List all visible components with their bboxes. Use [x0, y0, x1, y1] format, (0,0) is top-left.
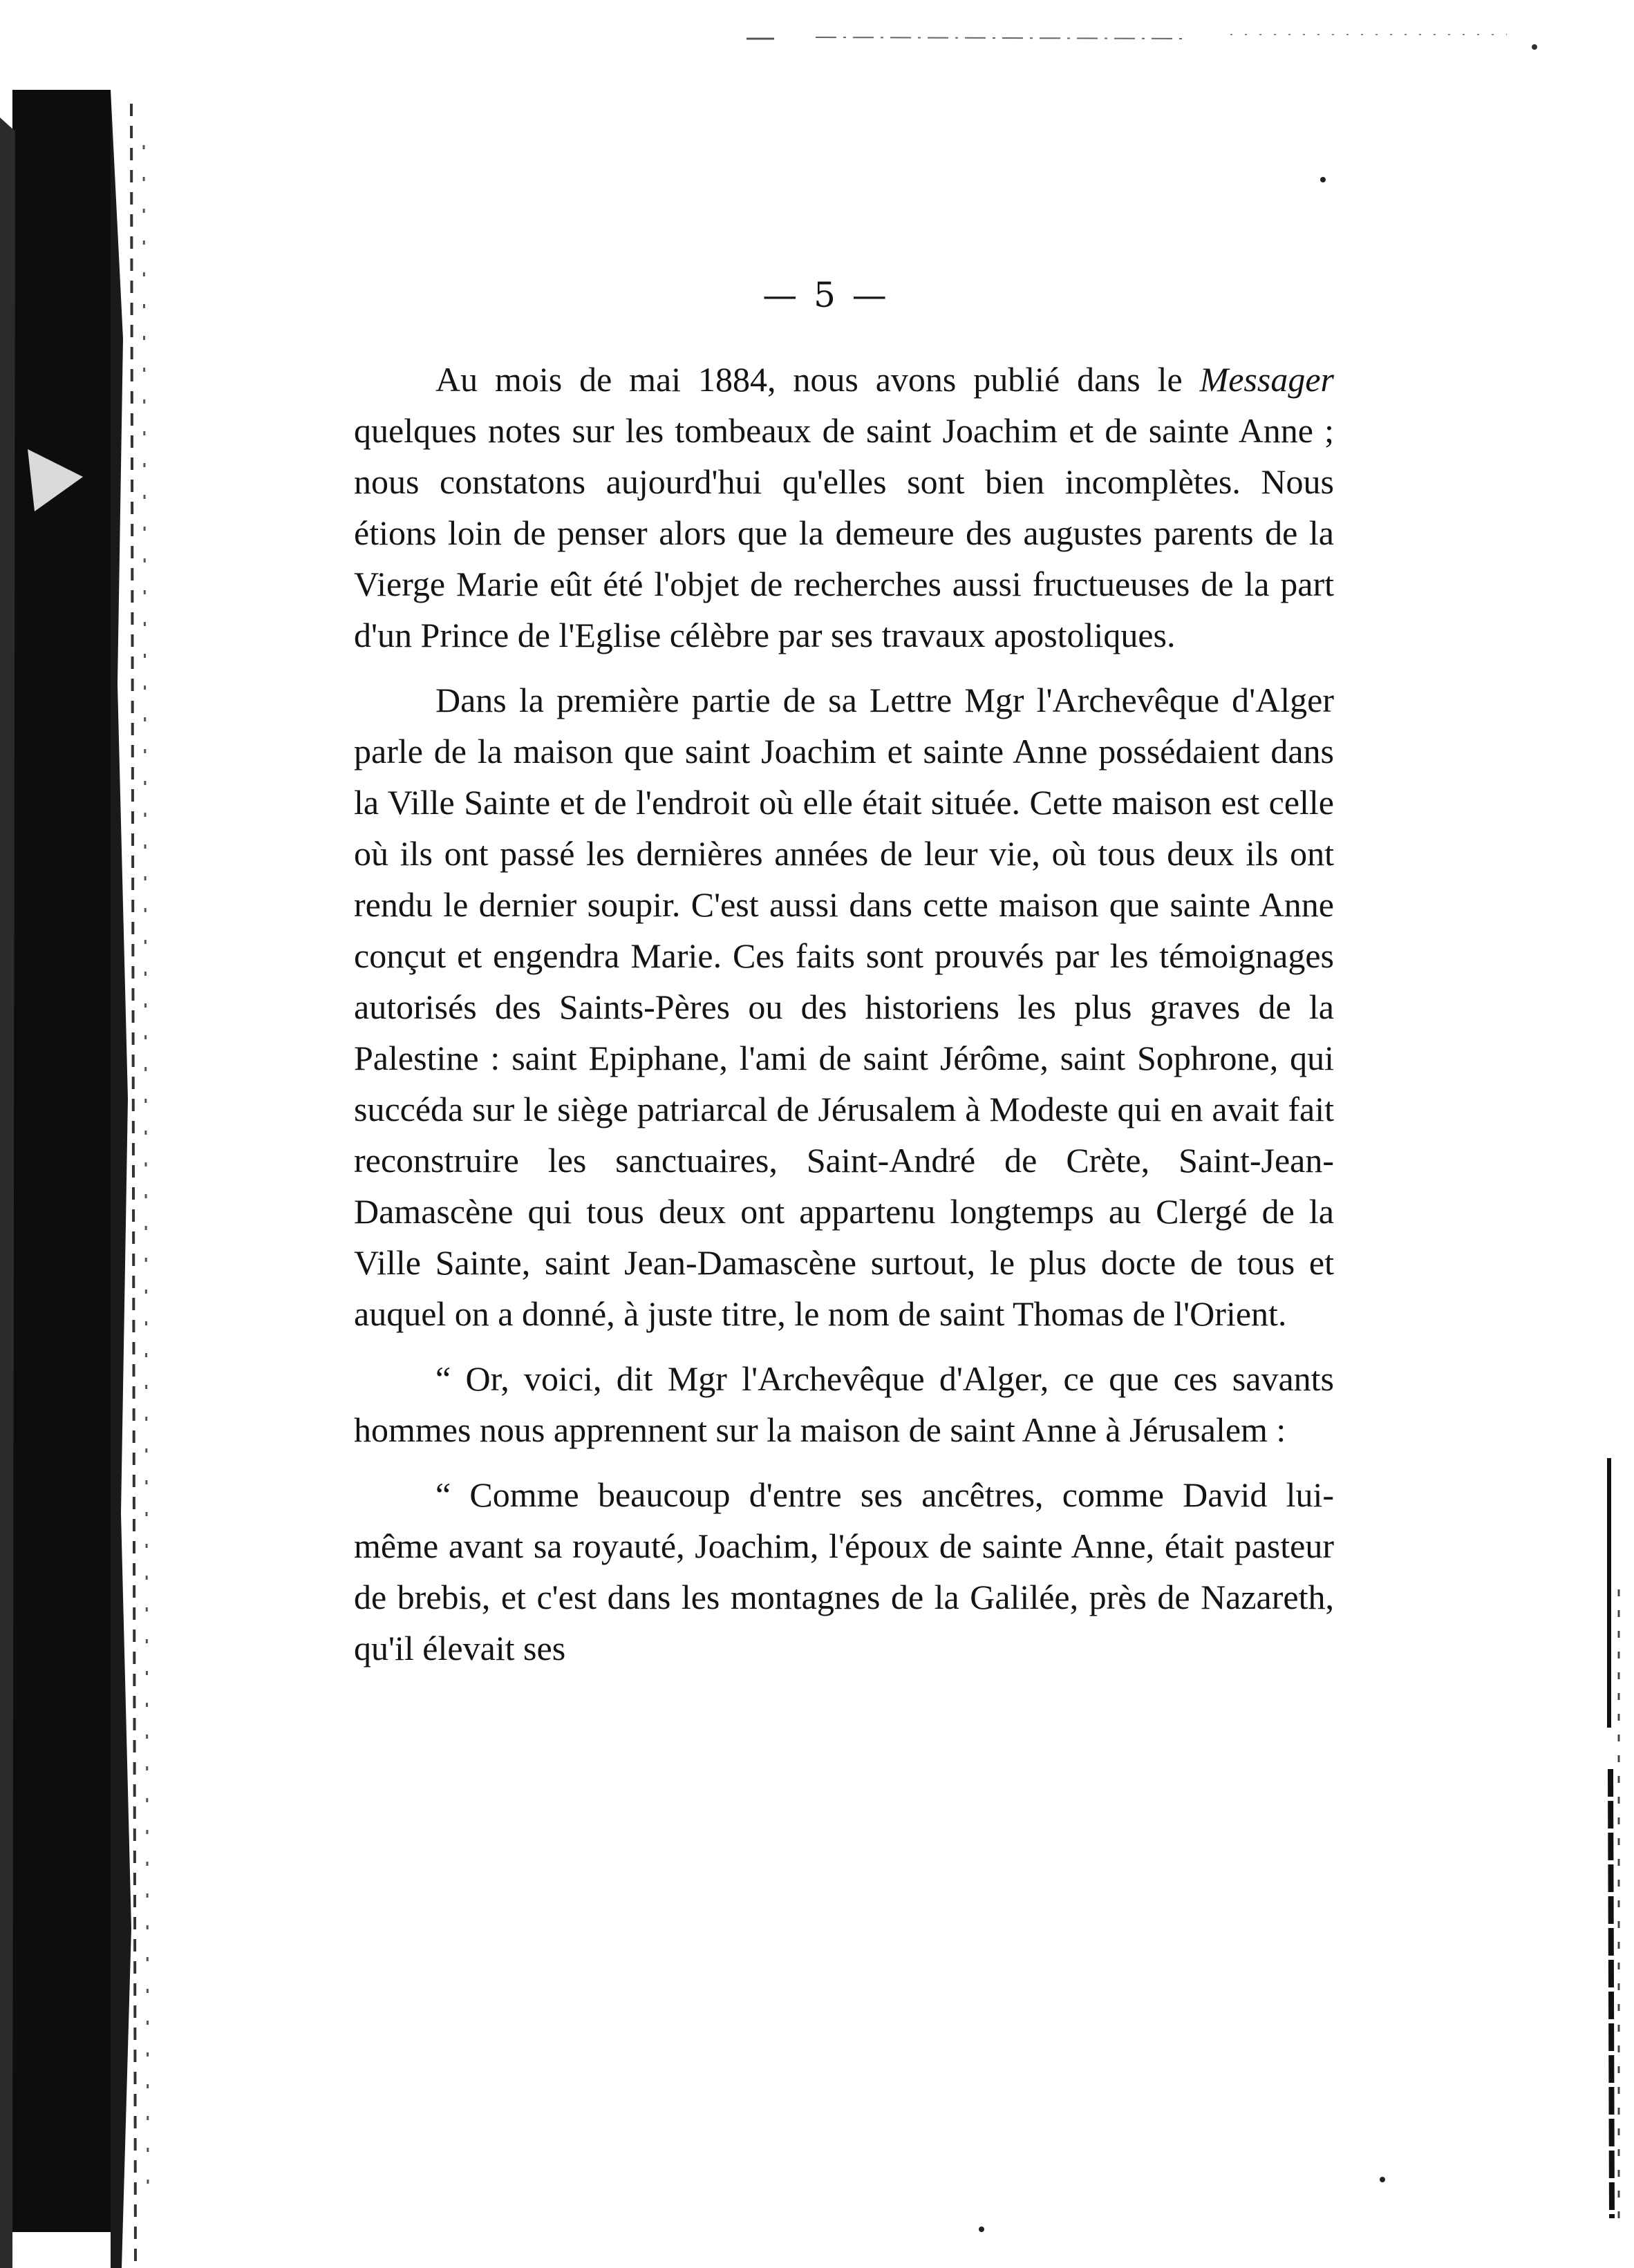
- body-text: [354, 354, 1334, 1688]
- stray-mark: [1380, 2177, 1385, 2182]
- paragraph-1-text-end: quelques notes sur les tombeaux de saint Joachim et de sainte Anne ; nous constatons aujourd'hui qu'elles sont bien incomplètes. Nous étions loin de penser alors que la demeure des augustes parents de la Vierge Marie eût été l'objet de recherches aussi fructueuses de la part d'un Prince de l'Eglise célèbre par ses travaux apostoliques.: [354, 411, 1334, 654]
- stray-mark: [979, 2227, 984, 2232]
- paragraph-3: “ Or, voici, dit Mgr l'Archevêque d'Alger, ce que ces savants hommes nous apprennent sur la maison de saint Anne à Jérusalem :: [354, 1359, 1334, 1449]
- page-number: — 5 —: [762, 275, 890, 315]
- paragraph-1-text-start: Au mois de mai 1884, nous avons publié dans le: [435, 360, 1200, 399]
- periodical-title: Messager: [1199, 360, 1334, 399]
- scanned-binding-edge: [0, 62, 159, 2268]
- scan-noise-right: [1551, 0, 1634, 2268]
- scan-noise-top: [746, 14, 1562, 55]
- paragraph-4: “ Comme beaucoup d'entre ses ancêtres, comme David lui-même avant sa royauté, Joachim, l'époux de sainte Anne, était pasteur de brebis, et c'est dans les montagnes de la Galilée, près de Nazareth, qu'il élevait ses: [354, 1475, 1334, 1667]
- paragraph-1: [354, 354, 1334, 661]
- stray-mark: [1320, 177, 1326, 182]
- paragraph-2: Dans la première partie de sa Lettre Mgr l'Archevêque d'Alger parle de la maison que saint Joachim et sainte Anne possédaient dans la Ville Sainte et de l'endroit où elle était située. Cette maison est celle où ils ont passé les dernières années de leur vie, où tous deux ils ont rendu le dernier soupir. C'est aussi dans cette maison que sainte Anne conçut et engendra Marie. Ces faits sont prouvés par les témoignages autorisés des Saints-Pères ou des historiens les plus graves de la Palestine : saint Epiphane, l'ami de saint Jérôme, saint Sophrone, qui succéda sur le siège patriarcal de Jérusalem à Modeste qui en avait fait reconstruire les sanctuaires, Saint-André de Crète, Saint-Jean-Damascène qui tous deux ont appartenu longtemps au Clergé de la Ville Sainte, saint Jean-Damascène surtout, le plus docte de tous et auquel on a donné, à juste titre, le nom de saint Thomas de l'Orient.: [354, 681, 1334, 1333]
